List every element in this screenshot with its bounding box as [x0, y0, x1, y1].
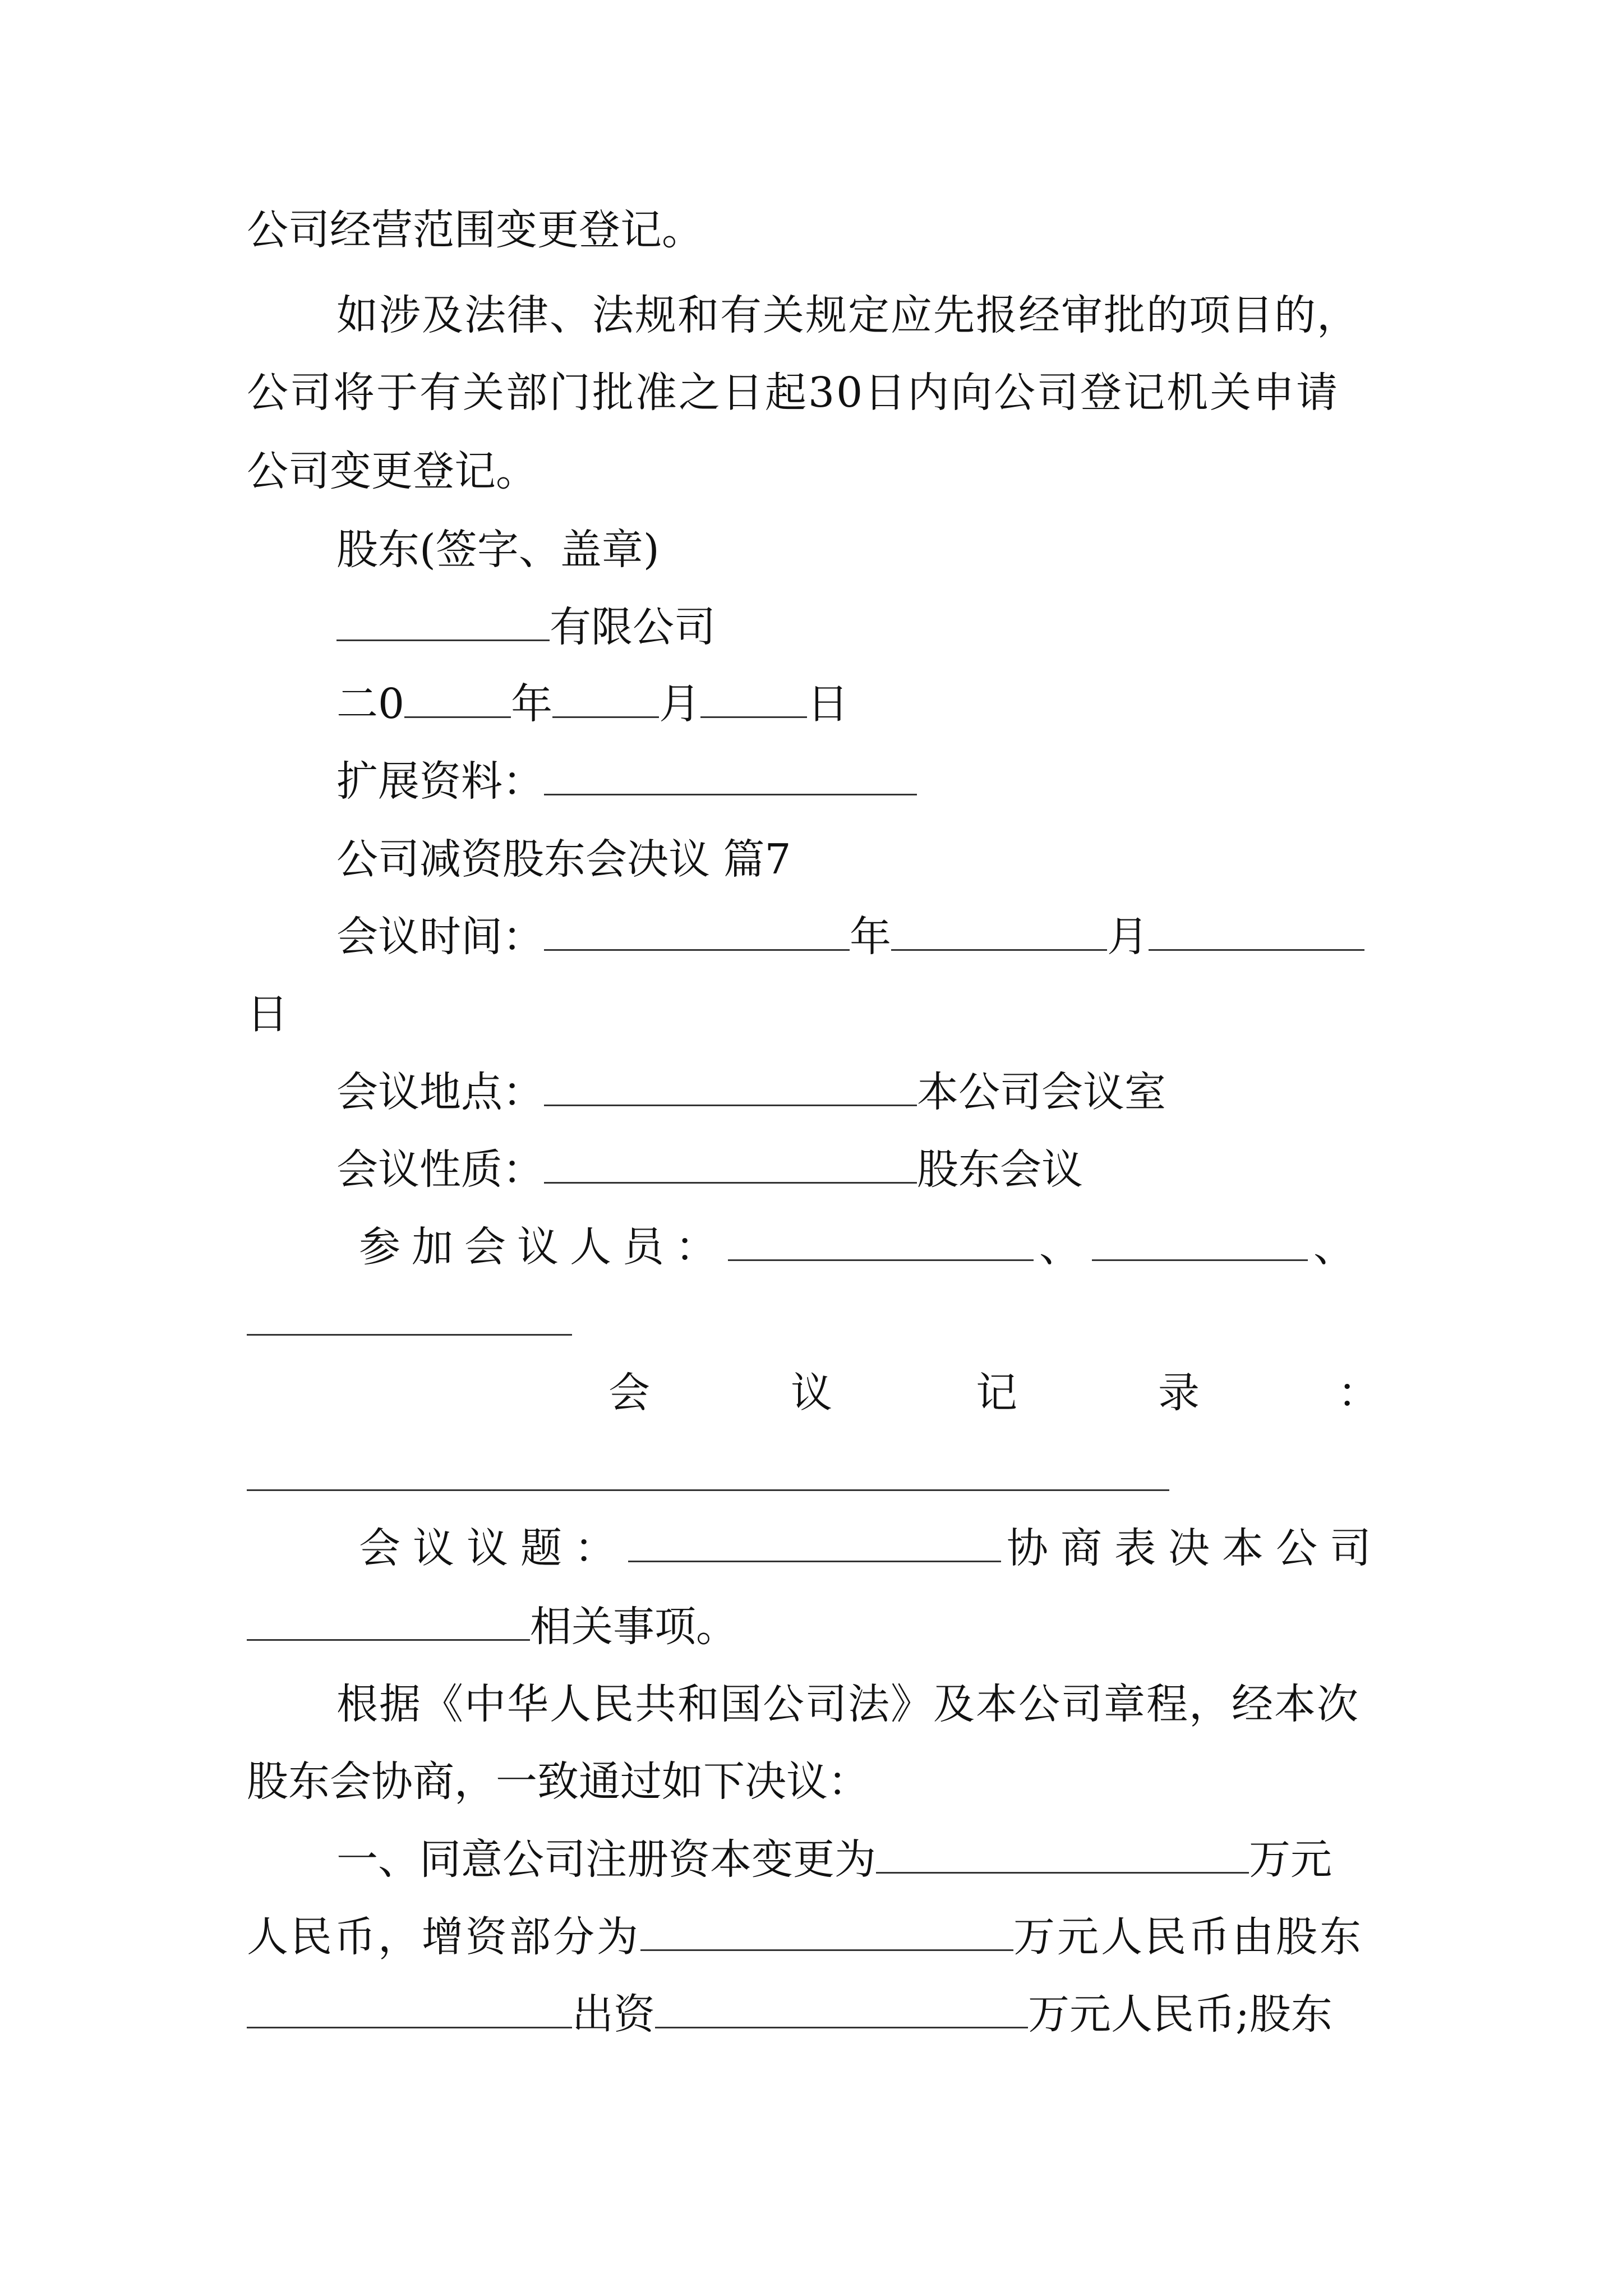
extension-label: 扩展资料： [336, 757, 544, 806]
text-line: 如涉及法律、法规和有关规定应先报经审批的项目的， [336, 291, 1359, 339]
extension-line [336, 753, 917, 809]
meeting-time-line [336, 909, 1364, 965]
shareholder-blank [247, 1987, 572, 2028]
section-title: 公司减资股东会决议 篇7 [336, 835, 791, 884]
meeting-nature-value: 股东会议 [917, 1145, 1083, 1194]
attendee-3-blank [247, 1334, 572, 1336]
resolution-1-line-2 [247, 1909, 1363, 1965]
signature-label: 股东(签字、盖章) [336, 526, 660, 574]
matters-suffix: 相关事项。 [530, 1603, 737, 1651]
meeting-day-blank [1149, 910, 1364, 951]
company-suffix: 有限公司 [550, 603, 716, 651]
company-name-blank [336, 600, 550, 641]
capital-blank [876, 1833, 1249, 1874]
resolution-1-suffix: 万元 [1249, 1835, 1332, 1884]
attendee-1-blank [728, 1220, 1034, 1261]
meeting-topic-label: 会议议题： [359, 1524, 628, 1572]
year-blank [404, 677, 511, 718]
resolution-1-prefix: 一、同意公司注册资本变更为 [336, 1835, 876, 1884]
text-line: 根据《中华人民共和国公司法》及本公司章程，经本次 [336, 1680, 1359, 1728]
meeting-day-label: 日 [247, 990, 288, 1038]
day-label: 日 [807, 680, 849, 728]
text-line: 公司经营范围变更登记。 [247, 206, 703, 254]
meeting-topic-blank [628, 1521, 1001, 1562]
meeting-year-label: 年 [850, 913, 891, 961]
meeting-place-label: 会议地点： [336, 1068, 544, 1116]
meeting-nature-line [336, 1142, 1083, 1198]
increase-suffix: 万元人民币由股东 [1013, 1913, 1363, 1961]
attendee-2-blank [1092, 1220, 1308, 1261]
matters-blank [247, 1600, 530, 1641]
meeting-topic-line [359, 1520, 1384, 1576]
date-line [336, 676, 849, 732]
meeting-topic-value: 协商表决本公司 [1007, 1524, 1384, 1572]
minutes-char: 记 [976, 1369, 1017, 1417]
text-line: 公司将于有关部门批准之日起30日内向公司登记机关申请 [247, 369, 1340, 417]
day-blank [700, 677, 807, 718]
month-label: 月 [659, 680, 701, 728]
minutes-char: 会 [608, 1369, 650, 1417]
text-line: 股东会协商，一致通过如下决议： [247, 1757, 869, 1806]
meeting-month-blank [891, 910, 1107, 951]
increase-prefix: 人民币，增资部分为 [247, 1913, 640, 1961]
minutes-char: 议 [791, 1369, 832, 1417]
company-name-line [336, 599, 716, 655]
meeting-place-value: 本公司会议室 [917, 1068, 1166, 1116]
minutes-blank [247, 1489, 1169, 1491]
meeting-month-label: 月 [1107, 913, 1149, 961]
contribution-label: 出资 [572, 1990, 655, 2039]
attendees-label: 参加会议人员： [359, 1223, 728, 1271]
month-blank [552, 677, 659, 718]
contribution-suffix: 万元人民币;股东 [1028, 1990, 1332, 2039]
text-line: 公司变更登记。 [247, 447, 537, 495]
extension-blank [544, 754, 917, 795]
meeting-place-line [336, 1064, 1166, 1120]
resolution-1-line-3 [247, 1986, 1332, 2042]
meeting-year-blank [544, 910, 850, 951]
attendee-separator: 、 [1313, 1223, 1366, 1271]
attendee-separator: 、 [1039, 1223, 1092, 1271]
year-label: 年 [511, 680, 553, 728]
attendees-line [359, 1219, 1366, 1275]
minutes-char: 录 [1158, 1369, 1200, 1417]
meeting-nature-blank [544, 1143, 917, 1184]
contribution-amount-blank [655, 1987, 1028, 2028]
minutes-char: ： [1338, 1369, 1379, 1417]
matters-line [247, 1599, 737, 1655]
meeting-time-label: 会议时间： [336, 913, 544, 961]
date-prefix: 二0 [336, 680, 405, 728]
meeting-nature-label: 会议性质： [336, 1145, 544, 1194]
resolution-1-line [336, 1832, 1332, 1888]
meeting-place-blank [544, 1065, 917, 1106]
increase-blank [640, 1910, 1013, 1951]
